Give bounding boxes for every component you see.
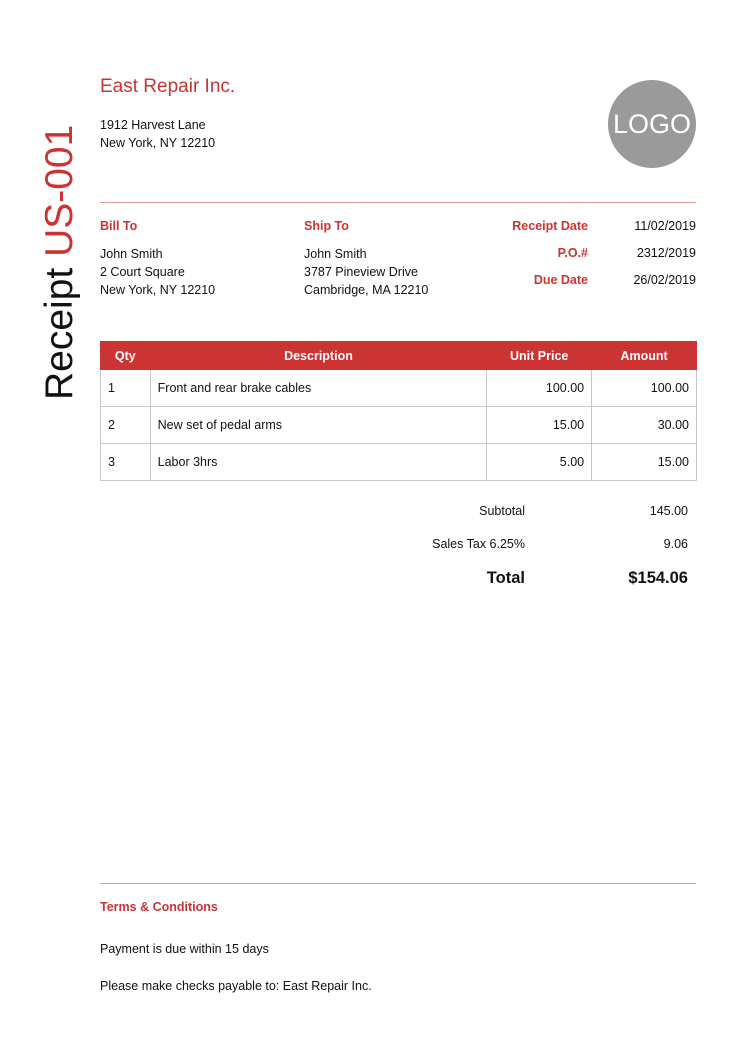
table-row: [101, 444, 697, 481]
header-unit-price: Unit Price: [487, 342, 592, 370]
total-label: Total: [486, 569, 525, 587]
company-logo: [608, 80, 696, 168]
receipt-date-value: 11/02/2019: [634, 219, 696, 233]
item-amount: 100.00: [592, 370, 697, 407]
item-amount: 30.00: [592, 407, 697, 444]
logo-text: LOGO: [612, 108, 692, 139]
line-items-table: [100, 341, 697, 481]
item-description: Front and rear brake cables: [150, 370, 487, 407]
table-header-row: [101, 342, 697, 370]
bill-to-address-line1: 2 Court Square: [100, 265, 185, 279]
item-qty: 3: [101, 444, 151, 481]
ship-to-address-line1: 3787 Pineview Drive: [304, 265, 418, 279]
ship-to-name: John Smith: [304, 247, 367, 261]
header-divider: [100, 202, 696, 203]
header-description: Description: [150, 342, 487, 370]
terms-line-2: Please make checks payable to: East Repair Inc.: [100, 979, 372, 993]
subtotal-label: Subtotal: [479, 504, 525, 518]
ship-to-label: Ship To: [304, 219, 349, 233]
company-address-line1: 1912 Harvest Lane: [100, 118, 206, 132]
item-amount: 15.00: [592, 444, 697, 481]
table-row: [101, 370, 697, 407]
subtotal-value: 145.00: [649, 504, 688, 518]
company-address-line2: New York, NY 12210: [100, 136, 216, 150]
terms-line-1: Payment is due within 15 days: [100, 942, 269, 956]
item-description: Labor 3hrs: [150, 444, 487, 481]
receipt-title: [36, 125, 84, 400]
item-unit-price: 100.00: [487, 370, 592, 407]
footer-divider: [100, 883, 696, 884]
receipt-date-label: Receipt Date: [512, 219, 588, 233]
po-label: P.O.#: [557, 246, 588, 260]
total-value: $154.06: [628, 569, 688, 587]
receipt-number: US-001: [38, 124, 81, 257]
table-row: [101, 407, 697, 444]
sales-tax-label: Sales Tax 6.25%: [432, 537, 525, 551]
item-unit-price: 15.00: [487, 407, 592, 444]
item-unit-price: 5.00: [487, 444, 592, 481]
item-qty: 2: [101, 407, 151, 444]
receipt-title-word: Receipt: [38, 267, 81, 400]
bill-to-address: [100, 245, 215, 299]
item-qty: 1: [101, 370, 151, 407]
bill-to-address-line2: New York, NY 12210: [100, 283, 216, 297]
po-value: 2312/2019: [636, 246, 696, 260]
due-date-label: Due Date: [533, 273, 588, 287]
company-name: East Repair Inc.: [100, 76, 236, 97]
bill-to-name: John Smith: [100, 247, 163, 261]
due-date-value: 26/02/2019: [633, 273, 696, 287]
ship-to-address-line2: Cambridge, MA 12210: [304, 283, 429, 297]
header-qty: Qty: [101, 342, 151, 370]
header-amount: Amount: [592, 342, 697, 370]
sales-tax-value: 9.06: [663, 537, 688, 551]
ship-to-address: [304, 245, 428, 299]
bill-to-label: Bill To: [100, 219, 138, 233]
item-description: New set of pedal arms: [150, 407, 487, 444]
terms-label: Terms & Conditions: [100, 900, 218, 914]
